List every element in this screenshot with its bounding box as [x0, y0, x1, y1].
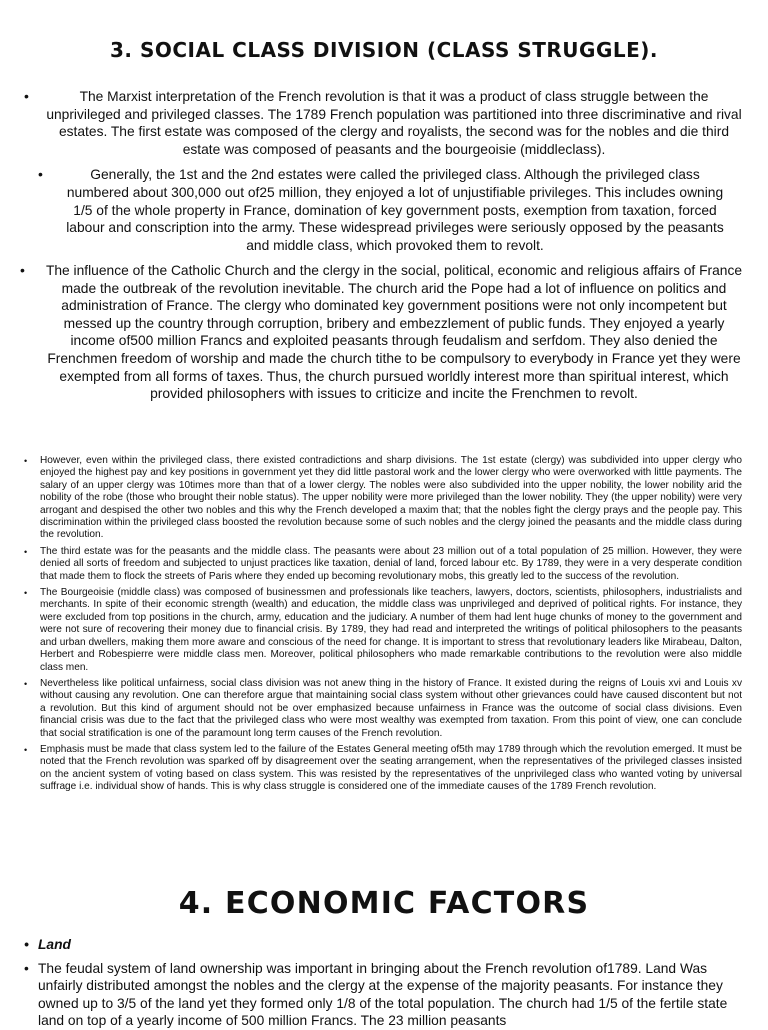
- list-item: [24, 166, 744, 254]
- bullet-icon: •: [38, 166, 43, 183]
- bullet-icon: •: [24, 937, 29, 952]
- bullet-icon: •: [24, 456, 28, 466]
- section-3-church-list: [20, 262, 746, 403]
- section-3-main-list: [24, 88, 744, 254]
- list-item: [24, 546, 742, 583]
- list-item: [20, 262, 746, 403]
- list-item: [24, 455, 742, 542]
- section-4-list: [24, 936, 736, 1030]
- paragraph-text: The influence of the Catholic Church and the clergy in the social, political, economic and religious affairs of France made the outbreak of the revolution inevitable. The church arid the Pope had a lot of influence on politics and administration of France. The clergy who dominated key government positions were not only incompetent but messed up the country through corruption, bribery and embezzlement of public funds. They enjoyed a yearly income of500 million Francs and exploited peasants through feudalism and serfdom. They also denied the Frenchmen freedom of worship and made the church tithe to be compulsory to everybody in France yet they were exempted from all forms of taxes. Thus, the church pursued worldly interest more than spiritual interest, which provided philosophers with issues to criticize and incite the Frenchmen to revolt.: [45, 263, 743, 402]
- list-item: [24, 88, 744, 158]
- list-item: [24, 678, 742, 740]
- list-item: [24, 587, 742, 674]
- subheading-land: [24, 936, 736, 954]
- bullet-icon: •: [24, 546, 28, 557]
- paragraph-text: The Bourgeoisie (middle class) was composed of businessmen and professionals like teachers, lawyers, doctors, scientists, philosophers, industrialists and merchants. In spite of their economic strength (wealth) and education, the middle class was unprivileged and deprived of political rights. For instance, they were excluded from top positions in the church, army, education and the judiciary. A number of them had lent huge chunks of money to the government and were not sure of recovering their money due to financial crisis. By 1789, they had read and interpreted the writings of political philosophers to the peasants and urban dwellers, making them more aware and conscious of the need for change. It is important to stress that revolutionary leaders like Mirabeau, Dalton, Herbert and Robespierre were middle class men. Moreover, political philosophers who made remarkable contributions to the revolution were also middle class men.: [40, 587, 742, 673]
- paragraph-text: Generally, the 1st and the 2nd estates were called the privileged class. Although the privileged class numbered about 300,000 out of25 million, they enjoyed a lot of unjustifiable privileges. This includes owning 1/5 of the whole property in France, domination of key government posts, exemption from taxation, forced labour and conscription into the army. These widespread privileges were seriously opposed by the peasants and middle class, which provoked them to revolt.: [66, 167, 724, 253]
- paragraph-text: Emphasis must be made that class system led to the failure of the Estates General meeting of5th may 1789 through which the revolution emerged. It must be noted that the French revolution was sparked off by disagreement over the seating arrangement, when the representatives of the privileged classes insisted on the ancient system of voting based on class system. This was resisted by the representatives of the unprivileged class who wanted voting by universal suffrage i.e. individual show of hands. This is why class struggle is considered one of the immediate causes of the 1789 French revolution.: [40, 743, 742, 793]
- section-3-detail-list: [24, 455, 742, 798]
- paragraph-text: However, even within the privileged class, there existed contradictions and sharp divisions. The 1st estate (clergy) was subdivided into upper clergy who enjoyed the highest pay and key positions in government yet they did little pastoral work and the lower clergy who were overworked with little payments. The salary of an upper clergy was 10times more than that of a lower clergy. The nobles were also subdivided into the upper nobility, the lower nobility arid the nobility of the robe (those who brought their noble status). The upper nobility were more privileged than the lower nobility. They (the upper nobility) were very arrogant and despised the other two nobles and this why the French developed a maxim that; that the nobles fight the clergy prays and the people pay. This discrimination within the privileged class boosted the revolution because some of such nobles and the clergy joined the peasants and the middle class during the revolution.: [40, 455, 742, 541]
- paragraph-text: The Marxist interpretation of the French revolution is that it was a product of class struggle between the unprivileged and privileged classes. The 1789 French population was partitioned into three discriminative and rival estates. The first estate was composed of the clergy and royalists, the second was for the nobles and die third estate was composed of peasants and the bourgeoisie (middleclass).: [46, 89, 742, 157]
- bullet-icon: •: [24, 588, 28, 599]
- section-3-heading: 3. SOCIAL CLASS DIVISION (CLASS STRUGGLE).: [109, 38, 659, 62]
- paragraph-text: Nevertheless like political unfairness, social class division was not anew thing in the history of France. It existed during the reigns of Louis xvi and Louis xv without causing any revolution. One can therefore argue that maintaining social class system without other grievances could have caused discontent but not a revolution. But this kind of argument should not be over emphasized because unfairness in France was the outcome of social class divisions. Even financial crisis was due to the fact that the privileged class who were most wealthy was exempted from taxation. From this point of view, one can conclude that social stratification is one of the paramount long term causes of the French revolution.: [40, 677, 742, 739]
- bullet-icon: •: [24, 88, 29, 104]
- paragraph-text: The third estate was for the peasants and the middle class. The peasants were about 23 million out of a total population of 25 million. However, they were denied all sorts of freedom and subjected to unjust practices like taxation, denial of land, forced labour etc. By 1789, they were in a very desperate condition that made them to flock the streets of Paris where they ended up becoming revolutionary mobs, this greatly led to the success of the revolution.: [40, 545, 742, 582]
- bullet-icon: •: [24, 960, 29, 976]
- section-4-heading: 4. ECONOMIC FACTORS: [178, 886, 590, 921]
- bullet-icon: •: [20, 262, 25, 278]
- list-item: [24, 960, 736, 1030]
- list-item: [24, 744, 742, 794]
- bullet-icon: •: [24, 744, 28, 755]
- subheading-text: Land: [38, 937, 71, 952]
- paragraph-text: The feudal system of land ownership was important in bringing about the French revolution of1789. Land Was unfairly distributed amongst the nobles and the clergy at the expense of the majority peasants. For instance they owned up to 3/5 of the land yet they formed only 1/8 of the total population. The church had 1/5 of the fertile state land on top of a yearly income of 500 million Francs. The 23 million peasants: [38, 960, 728, 1029]
- bullet-icon: •: [24, 678, 28, 689]
